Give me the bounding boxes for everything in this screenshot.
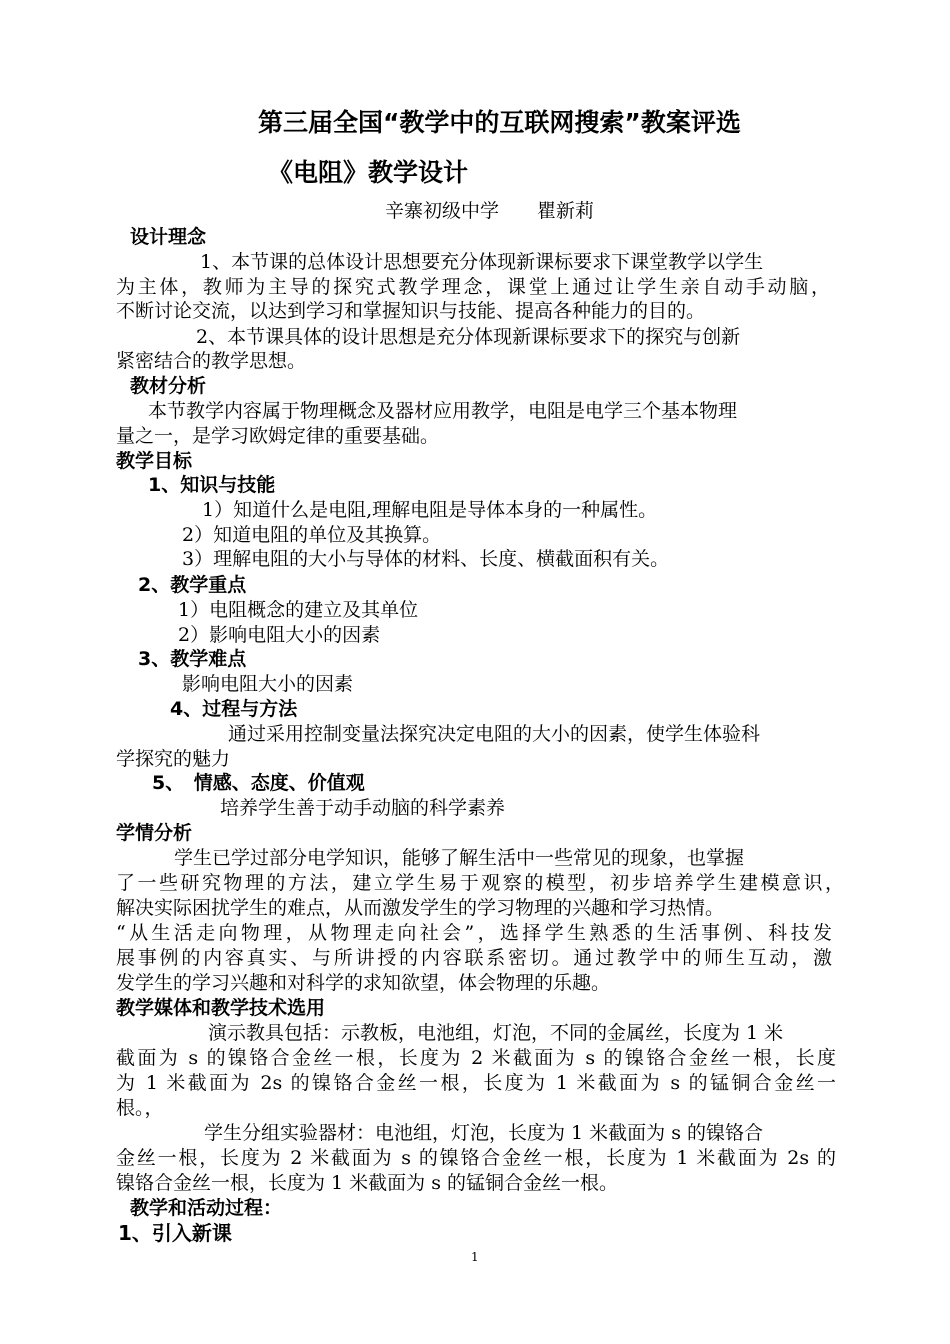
paragraph-line: 根。， (116, 1097, 164, 1119)
list-item: 1）电阻概念的建立及其单位 (178, 599, 419, 621)
paragraph-line: 本节教学内容属于物理概念及器材应用教学，电阻是电学三个基本物理 (148, 400, 738, 422)
document-title: 第三届全国“教学中的互联网搜索”教案评选 (258, 108, 741, 137)
paragraph-line: 学生分组实验器材：电池组，灯泡，长度为 1 米截面为 s 的镍铬合 (204, 1122, 763, 1144)
paragraph-line: 解决实际困扰学生的难点，从而激发学生的学习物理的兴趣和学习热情。 (116, 897, 725, 919)
list-item: 2）知道电阻的单位及其换算。 (182, 524, 442, 546)
section-heading-goals: 教学目标 (116, 450, 193, 472)
paragraph-line: 为 1 米截面为 2s 的镍铬合金丝一根，长度为 1 米截面为 s 的锰铜合金丝一 (116, 1072, 836, 1094)
paragraph-line: 通过采用控制变量法探究决定电阻的大小的因素，使学生体验科 (228, 723, 761, 745)
section-heading-media: 教学媒体和教学技术选用 (116, 997, 326, 1019)
paragraph-line: 了一些研究物理的方法，建立学生易于观察的模型，初步培养学生建模意识， (116, 872, 844, 894)
subheading-difficult: 3、教学难点 (138, 648, 247, 670)
paragraph-line: 量之一，是学习欧姆定律的重要基础。 (116, 425, 440, 447)
subheading-knowledge: 1、知识与技能 (148, 474, 276, 496)
list-item: 2）影响电阻大小的因素 (178, 624, 381, 646)
paragraph-line: 紧密结合的教学思想。 (116, 350, 307, 372)
paragraph-line: 镍铬合金丝一根，长度为 1 米截面为 s 的锰铜合金丝一根。 (116, 1172, 618, 1194)
paragraph-line: 不断讨论交流，以达到学习和掌握知识与技能、提高各种能力的目的。 (116, 300, 706, 322)
paragraph-line: “从生活走向物理，从物理走向社会”，选择学生熟悉的生活事例、科技发 (116, 922, 832, 944)
subheading-key: 2、教学重点 (138, 574, 247, 596)
paragraph-line: 展事例的内容真实、与所讲授的内容联系密切。通过教学中的师生互动，激 (116, 947, 832, 969)
list-item: 1）知道什么是电阻,理解电阻是导体本身的一种属性。 (202, 499, 658, 521)
paragraph-line: 1、本节课的总体设计思想要充分体现新课标要求下课堂教学以学生 (200, 251, 764, 273)
subheading-process: 4、过程与方法 (170, 698, 298, 720)
list-item: 3）理解电阻的大小与导体的材料、长度、横截面积有关。 (182, 548, 670, 570)
section-heading-students: 学情分析 (116, 822, 193, 844)
paragraph-line: 演示教具包括：示教板，电池组，灯泡，不同的金属丝，长度为 1 米 (208, 1022, 784, 1044)
paragraph-line: 为主体，教师为主导的探究式教学理念，课堂上通过让学生亲自动手动脑， (116, 276, 830, 298)
paragraph-line: 学探究的魅力 (116, 748, 231, 770)
paragraph-line: 学生已学过部分电学知识，能够了解生活中一些常见的现象，也掌握 (174, 847, 745, 869)
section-heading-design: 设计理念 (130, 226, 207, 248)
document-subtitle: 《电阻》教学设计 (268, 158, 469, 187)
activity-step: 1、引入新课 (118, 1221, 232, 1245)
paragraph-line: 培养学生善于动手动脑的科学素养 (220, 797, 506, 819)
paragraph-line: 2、本节课具体的设计思想是充分体现新课标要求下的探究与创新 (196, 326, 741, 348)
subheading-emotion: 5、 情感、态度、价值观 (152, 772, 365, 794)
section-heading-material: 教材分析 (130, 375, 207, 397)
paragraph-line: 截面为 s 的镍铬合金丝一根，长度为 2 米截面为 s 的镍铬合金丝一根，长度 (116, 1047, 836, 1069)
section-heading-activity: 教学和活动过程： (130, 1197, 283, 1219)
list-item: 影响电阻大小的因素 (182, 673, 354, 695)
paragraph-line: 发学生的学习兴趣和对科学的求知欲望，体会物理的乐趣。 (116, 972, 611, 994)
author-line: 辛寨初级中学 瞿新莉 (385, 200, 595, 222)
page-number: 1 (471, 1250, 479, 1264)
paragraph-line: 金丝一根，长度为 2 米截面为 s 的镍铬合金丝一根，长度为 1 米截面为 2s 的 (116, 1147, 836, 1169)
